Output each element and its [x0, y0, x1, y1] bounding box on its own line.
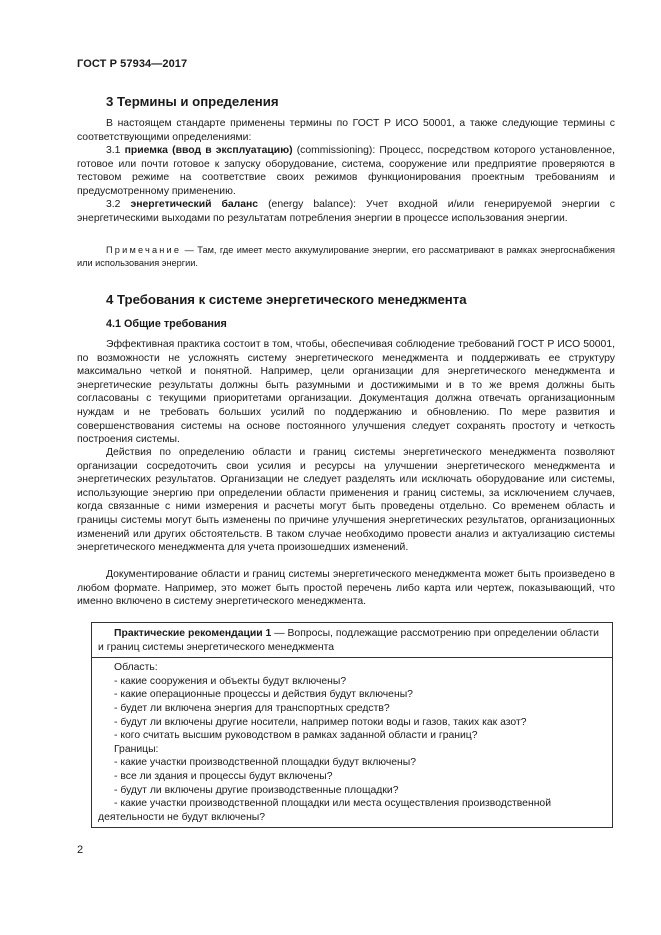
- list-item: - будут ли включены другие носители, например потоки воды и газов, таких как азот?: [114, 716, 527, 728]
- list-item: Границы:: [114, 743, 159, 755]
- list-item: - будет ли включена энергия для транспортных средств?: [114, 702, 390, 714]
- list-item: - кого считать высшим руководством в рамках заданной области и границ?: [114, 730, 478, 742]
- term-3-1-definition: (commissioning): Процесс, посредством которого установленное, готовое или почти готовое к запуску оборудование, система, сооружение или предприятие проверяются в тестовом режиме на соответствие своих режимов функционирования проектным требованиям и предусмотренному применению.: [77, 145, 615, 197]
- list-item: - какие участки производственной площадки или места осуществления производственной деятельности не будут включены?: [98, 798, 552, 823]
- term-3-2-number: 3.2: [106, 199, 121, 210]
- term-3-2-term: энергетический баланс: [130, 199, 259, 210]
- list-item: - все ли здания и процессы будут включены?: [114, 770, 333, 782]
- list-item: - какие операционные процессы и действия будут включены?: [114, 689, 413, 701]
- section-3-title: 3 Термины и определения: [106, 94, 279, 109]
- note-text: — Там, где имеет место аккумулирование энергии, его рассматривают в рамках энергоснабжения или использования энергии.: [77, 245, 615, 269]
- section-4-paragraph-3: Документирование области и границ системы энергетического менеджмента может быть произведено в любом формате. Например, это может быть простой перечень либо карта или чертеж, показывающий, что именно включено в систему энергетического менеджмента.: [77, 569, 615, 608]
- term-3-2: [77, 198, 615, 225]
- section-3-note: [77, 244, 615, 270]
- term-3-1: [77, 144, 615, 198]
- section-4-paragraph-1: Эффективная практика состоит в том, чтобы, обеспечивая соблюдение требований ГОСТ Р ИСО 50001, по возможности не усложнять систему энергетического менеджмента и поддерживать ее структуру максимально четкой и понятной. Например, цели организации для энергетического менеджмента и энергетические результаты должны быть разумными и достижимыми и в то же время должны быть согласованы с текущими приоритетами организации. Документация должна отвечать организационным нуждам и не требовать больших усилий по поддержанию и обновлению. По мере развития и совершенствования системы на основе постоянного улучшения следует сохранять простоту и четкость построения системы.: [77, 339, 615, 446]
- page-number: 2: [77, 844, 84, 856]
- recommendation-heading: [92, 623, 612, 658]
- term-3-1-term: приемка (ввод в эксплуатацию): [124, 145, 293, 156]
- term-3-1-number: 3.1: [106, 145, 121, 156]
- section-4-paragraph-2: Действия по определению области и границ системы энергетического менеджмента позволяют организации сосредоточить свои усилия и ресурсы на улучшении энергетического менеджмента и энергетических результатов. Организации не следует разделять или исключать оборудование или системы, использующие энергию при определении области применения и границ системы, за исключением случаев, когда связанные с ними измерения и расчеты могут быть проведены отдельно. Со временем область и границы системы могут быть изменены по причине улучшения энергетических результатов, организационных изменений или других обстоятельств. В таком случае необходимо провести анализ и актуализацию системы энергетического менеджмента для учета произошедших изменений.: [77, 447, 615, 554]
- document-code-header: ГОСТ Р 57934—2017: [77, 58, 188, 70]
- list-item: - будут ли включены другие производственные площадки?: [114, 784, 399, 796]
- list-item: - какие сооружения и объекты будут включены?: [114, 675, 347, 687]
- term-3-2-definition: (energy balance): Учет входной и/или генерируемой энергии с энергетическими выходами по результатам потребления энергии в процессе использования энергии.: [77, 199, 615, 224]
- recommendation-label: Практические рекомендации 1: [114, 628, 272, 639]
- practical-recommendation-box: [91, 622, 613, 828]
- recommendation-list: [92, 658, 612, 824]
- list-item: Область:: [114, 662, 158, 674]
- section-3-intro: В настоящем стандарте применены термины по ГОСТ Р ИСО 50001, а также следующие термины с соответствующими определениями:: [77, 118, 615, 143]
- note-label: Примечание: [106, 245, 182, 255]
- subsection-4-1-title: 4.1 Общие требования: [106, 318, 227, 330]
- list-item: - какие участки производственной площадки будут включены?: [114, 757, 417, 769]
- section-4-title: 4 Требования к системе энергетического менеджмента: [106, 292, 467, 307]
- recommendation-text: — Вопросы, подлежащие рассмотрению при определении области и границ системы энергетического менеджмента: [98, 628, 599, 653]
